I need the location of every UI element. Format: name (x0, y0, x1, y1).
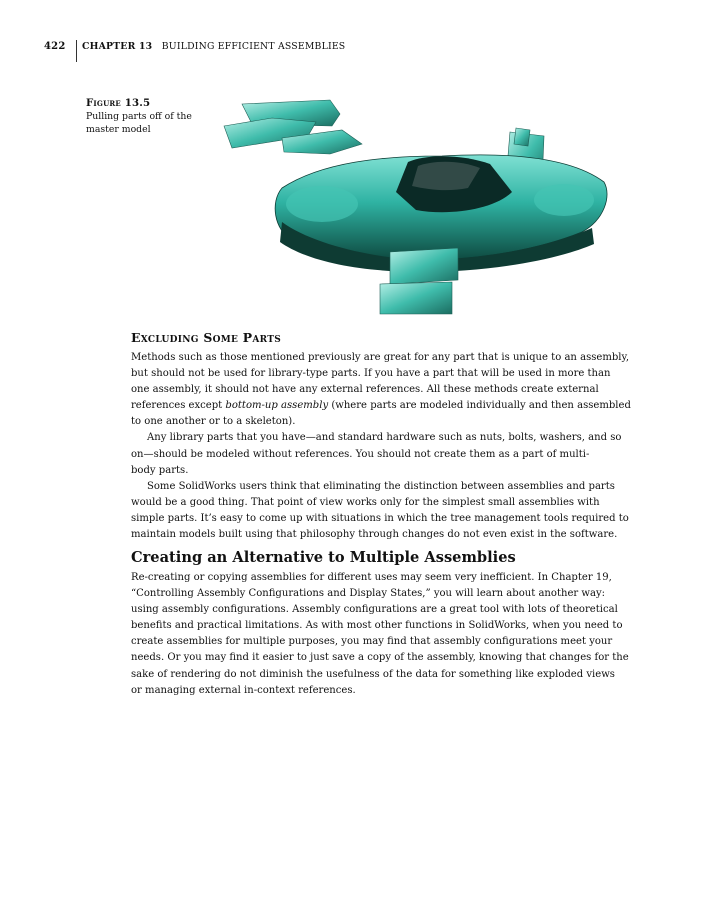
lower-panel-2 (380, 282, 452, 314)
page-number-wrap (44, 40, 65, 62)
text-line: using assembly configurations. Assembly configurations are a great tool with lots of theoretical (131, 604, 618, 616)
figure-label: Figure 13.5 (86, 97, 151, 109)
header-rule (76, 40, 77, 62)
page-number: 422 (44, 41, 66, 52)
paragraph-2 (131, 430, 659, 478)
text-line: body parts. (131, 464, 189, 476)
text-fragment: references except (131, 400, 226, 412)
caption-line-2: master model (86, 124, 151, 135)
text-fragment: (where parts are modeled individually and then assembled (328, 400, 631, 412)
section-heading-excluding: Excluding Some Parts (131, 330, 282, 345)
text-line: Re-creating or copying assemblies for different uses may seem very inefficient. In Chapter 19, (131, 572, 612, 583)
text-line: maintain models built using that philosophy through changes do not even exist in the software. (131, 529, 618, 541)
text-line: benefits and practical limitations. As with most other functions in SolidWorks, when you need to (131, 620, 623, 632)
text-line: Some SolidWorks users think that eliminating the distinction between assemblies and parts (147, 480, 615, 492)
car-exploded-illustration (212, 92, 622, 317)
text-line: on—should be modeled without references. You should not create them as a part of multi- (131, 448, 590, 460)
text-line: Any library parts that you have—and standard hardware such as nuts, bolts, washers, and so (147, 432, 622, 444)
text-line: or managing external in-context references. (131, 684, 356, 696)
door-panel-small (514, 128, 530, 146)
text-line: create assemblies for multiple purposes, you may find that assembly configurations meet your (131, 636, 613, 648)
text-line: “Controlling Assembly Configurations and Display States,” you will learn about another way: (131, 588, 606, 600)
paragraph-3 (131, 479, 659, 543)
text-line: simple parts. It’s easy to come up with situations in which the tree management tools required to (131, 512, 629, 524)
paragraph-1 (131, 350, 659, 430)
text-line (131, 398, 659, 414)
text-line: but should not be used for library-type parts. If you have a part that will be used in more than (131, 368, 611, 380)
section-2-body (131, 570, 659, 699)
section-heading-alternative: Creating an Alternative to Multiple Assemblies (131, 549, 516, 566)
section-1-body (131, 350, 659, 543)
text-line: would be a good thing. That point of view works only for the simplest small assemblies with (131, 496, 600, 508)
text-line: Methods such as those mentioned previously are great for any part that is unique to an assembly, (131, 352, 630, 363)
figure-caption (86, 97, 206, 136)
front-fender (286, 186, 358, 222)
text-line: needs. Or you may find it easier to just save a copy of the assembly, knowing that changes for the (131, 652, 629, 664)
caption-line-1: Pulling parts off of the (86, 111, 192, 122)
text-line: to one another or to a skeleton). (131, 416, 296, 428)
text-line: sake of rendering do not diminish the usefulness of the data for something like exploded views (131, 668, 615, 680)
rear-fender (534, 184, 594, 216)
paragraph-4 (131, 570, 659, 699)
chapter-text (82, 40, 345, 54)
emphasis-term: bottom-up assembly (225, 400, 329, 412)
lower-panel-1 (390, 248, 458, 284)
chapter-title: BUILDING EFFICIENT ASSEMBLIES (161, 41, 346, 52)
text-line: one assembly, it should not have any external references. All these methods create external (131, 384, 599, 396)
chapter-label: CHAPTER 13 (82, 41, 153, 52)
